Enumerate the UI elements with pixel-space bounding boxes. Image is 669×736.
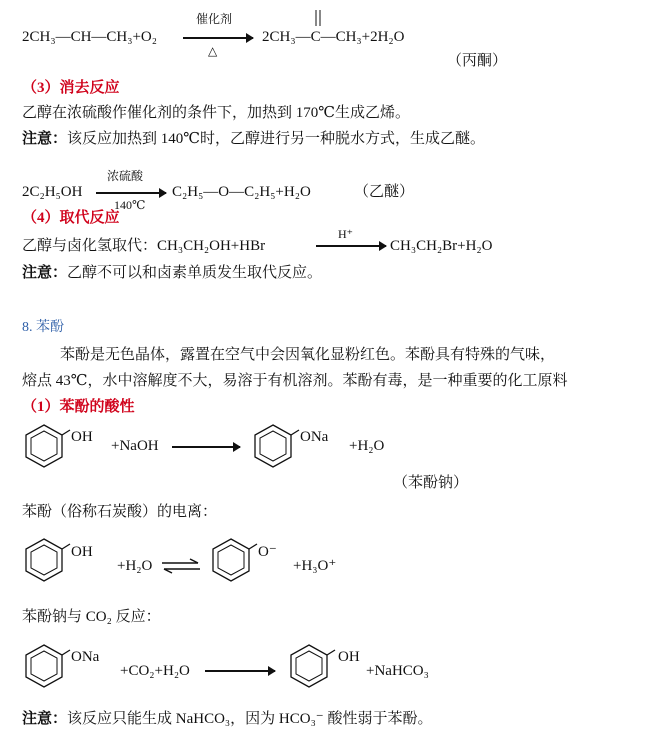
equilibrium-arrow-icon [162, 559, 200, 573]
section-3-heading: （3）消去反应 [22, 80, 120, 96]
equation-2-left: 2C₂H₅OH [22, 184, 83, 200]
note-2 [22, 263, 322, 283]
benzene-ring-icon [209, 537, 255, 585]
substituent-oh: OH [71, 544, 93, 560]
equation-3-reagent: +NaOH [111, 438, 159, 454]
equation-5-product: +NaHCO₃ [366, 663, 429, 679]
benzene-ring-icon [251, 423, 297, 471]
equation-2-temperature: 140℃ [114, 198, 146, 212]
equation-4-reagent: +H₂O [117, 558, 153, 574]
section-4-heading: （4）取代反应 [22, 210, 120, 226]
section-8-heading: 8. 苯酚 [22, 320, 64, 335]
double-bond-mark [313, 8, 323, 30]
substituent-o-minus: O⁻ [258, 544, 277, 560]
equation-3-product: +H₂O [349, 438, 385, 454]
equation-3-product-name: （苯酚钠） [393, 475, 469, 491]
equation-5-reagent: +CO₂+H₂O [120, 663, 190, 679]
equation-1-product-name: （丙酮） [447, 53, 508, 69]
section-8-1-heading: （1）苯酚的酸性 [22, 399, 135, 415]
substitution-product: CH₃CH₂Br+H₂O [390, 238, 493, 254]
note-label: 注意： [22, 711, 68, 727]
equation-2-catalyst: 浓硫酸 [107, 169, 144, 183]
substituent-ona: ONa [300, 429, 329, 445]
paragraph-phenol-1: 苯酚是无色晶体，露置在空气中会因氧化显粉红色。苯酚具有特殊的气味， [60, 347, 556, 363]
benzene-ring-icon [22, 537, 68, 585]
note-text: 乙醇不可以和卤素单质发生取代反应。 [67, 265, 323, 281]
equation-1-right: 2CH₃—C—CH₃+2H₂O [262, 29, 405, 45]
substituent-ona: ONa [71, 649, 100, 665]
substituent-oh: OH [71, 429, 93, 445]
benzene-ring-icon [22, 643, 68, 691]
substitution-arrow [316, 245, 386, 247]
equation-1-arrow [183, 37, 253, 39]
note-text: 该反应只能生成 NaHCO₃，因为 HCO₃⁻ 酸性弱于苯酚。 [67, 711, 433, 727]
paragraph-ionization: 苯酚（俗称石炭酸）的电离： [22, 504, 218, 520]
benzene-ring-icon [22, 423, 68, 471]
equation-2-right: C₂H₅—O—C₂H₅+H₂O [172, 184, 311, 200]
note-text: 该反应加热到 140℃时，乙醇进行另一种脱水方式，生成乙醚。 [67, 131, 486, 147]
substitution-catalyst: H⁺ [338, 227, 353, 241]
equation-1-heat: △ [208, 44, 218, 58]
paragraph-phenol-2: 熔点 43℃，水中溶解度不大，易溶于有机溶剂。苯酚有毒，是一种重要的化工原料 [22, 373, 568, 389]
equation-4-product: +H₃O⁺ [293, 558, 337, 574]
note-3 [22, 709, 432, 729]
equation-1-catalyst: 催化剂 [196, 12, 233, 26]
equation-2-arrow [96, 192, 166, 194]
substitution-equation: 乙醇与卤化氢取代：CH₃CH₂OH+HBr [22, 238, 266, 254]
equation-3-arrow [172, 446, 240, 448]
equation-1-left: 2CH₃—CH—CH₃+O₂ [22, 29, 157, 45]
equation-2-product-name: （乙醚） [354, 184, 415, 200]
benzene-ring-icon [287, 643, 333, 691]
note-1 [22, 129, 485, 149]
paragraph-co2-reaction: 苯酚钠与 CO₂ 反应： [22, 609, 161, 625]
note-label: 注意： [22, 265, 68, 281]
substituent-oh: OH [338, 649, 360, 665]
paragraph-elimination: 乙醇在浓硫酸作催化剂的条件下，加热到 170℃生成乙烯。 [22, 105, 411, 121]
equation-5-arrow [205, 670, 275, 672]
note-label: 注意： [22, 131, 68, 147]
